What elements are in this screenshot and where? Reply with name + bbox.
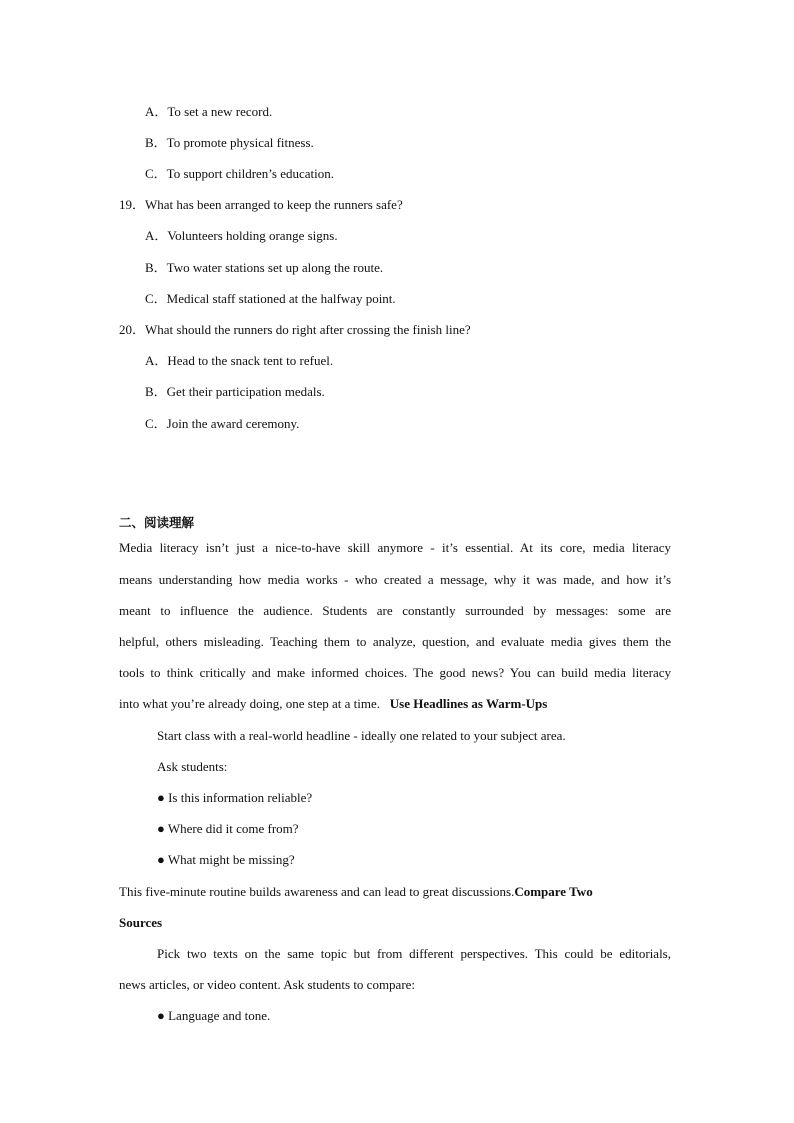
option-letter: A． — [145, 104, 168, 119]
q20-option-c — [145, 416, 299, 432]
subheading-warmups: Use Headlines as Warm-Ups — [389, 696, 548, 711]
question-text: What should the runners do right after crossing the finish line? — [145, 322, 471, 337]
compare-line: Pick two texts on the same topic but from different perspectives. This could be editorials, — [157, 946, 671, 961]
bullet-item: ● Where did it come from? — [157, 821, 299, 836]
question-number: 20． — [119, 322, 146, 337]
paragraph-line: Media literacy isn’t just a nice-to-have skill anymore - it’s essential. At its core, media literacy — [119, 540, 671, 555]
question-text: What has been arranged to keep the runners safe? — [145, 197, 403, 212]
q20-stem — [119, 322, 471, 338]
paragraph-line: helpful, others misleading. Teaching them to analyze, question, and evaluate media gives them the — [119, 634, 671, 649]
q18-option-c — [145, 166, 334, 182]
q19-stem — [119, 197, 403, 213]
bullet-item: ● Language and tone. — [157, 1008, 271, 1023]
option-letter: C． — [145, 166, 167, 181]
paragraph-line: into what you’re already doing, one step at a time. — [119, 696, 381, 711]
subheading-compare: Compare Two — [514, 884, 593, 899]
paragraph-line: tools to think critically and make informed choices. The good news? You can build media literacy — [119, 665, 671, 680]
q18-option-b — [145, 135, 314, 151]
option-letter: B． — [145, 384, 167, 399]
option-letter: B． — [145, 260, 167, 275]
paragraph-line: means understanding how media works - who created a message, why it was made, and how it’s — [119, 572, 671, 587]
option-text: Head to the snack tent to refuel. — [167, 353, 334, 368]
section-heading: 二、阅读理解 — [119, 515, 195, 530]
option-text: Medical staff stationed at the halfway point. — [166, 291, 396, 306]
question-number: 19． — [119, 197, 146, 212]
option-letter: A． — [145, 228, 168, 243]
q20-option-a — [145, 353, 333, 369]
subheading-compare-cont — [119, 915, 162, 931]
q19-option-b — [145, 260, 383, 276]
bullet-item: ● What might be missing? — [157, 852, 295, 867]
q19-option-a — [145, 228, 338, 244]
option-text: To support children’s education. — [166, 166, 335, 181]
paragraph-line: meant to influence the audience. Students are constantly surrounded by messages: some are — [119, 603, 671, 618]
option-text: To set a new record. — [167, 104, 273, 119]
option-text: Join the award ceremony. — [166, 416, 300, 431]
subheading-compare-sources: Sources — [119, 915, 163, 930]
option-text: Two water stations set up along the route. — [166, 260, 384, 275]
option-letter: C． — [145, 416, 167, 431]
warmup-instruction: Start class with a real-world headline - ideally one related to your subject area. — [157, 728, 566, 743]
warmup-ask: Ask students: — [157, 759, 228, 774]
option-letter: B． — [145, 135, 167, 150]
option-letter: C． — [145, 291, 167, 306]
q20-option-b — [145, 384, 325, 400]
routine-line — [119, 884, 593, 900]
option-text: Get their participation medals. — [166, 384, 325, 399]
q18-option-a — [145, 104, 272, 120]
option-text: To promote physical fitness. — [166, 135, 314, 150]
q19-option-c — [145, 291, 396, 307]
compare-line: news articles, or video content. Ask students to compare: — [119, 977, 416, 992]
option-text: Volunteers holding orange signs. — [167, 228, 338, 243]
routine-text: This five-minute routine builds awareness and can lead to great discussions. — [119, 884, 515, 899]
bullet-item: ● Is this information reliable? — [157, 790, 313, 805]
option-letter: A． — [145, 353, 168, 368]
paragraph-last-line — [119, 696, 547, 712]
